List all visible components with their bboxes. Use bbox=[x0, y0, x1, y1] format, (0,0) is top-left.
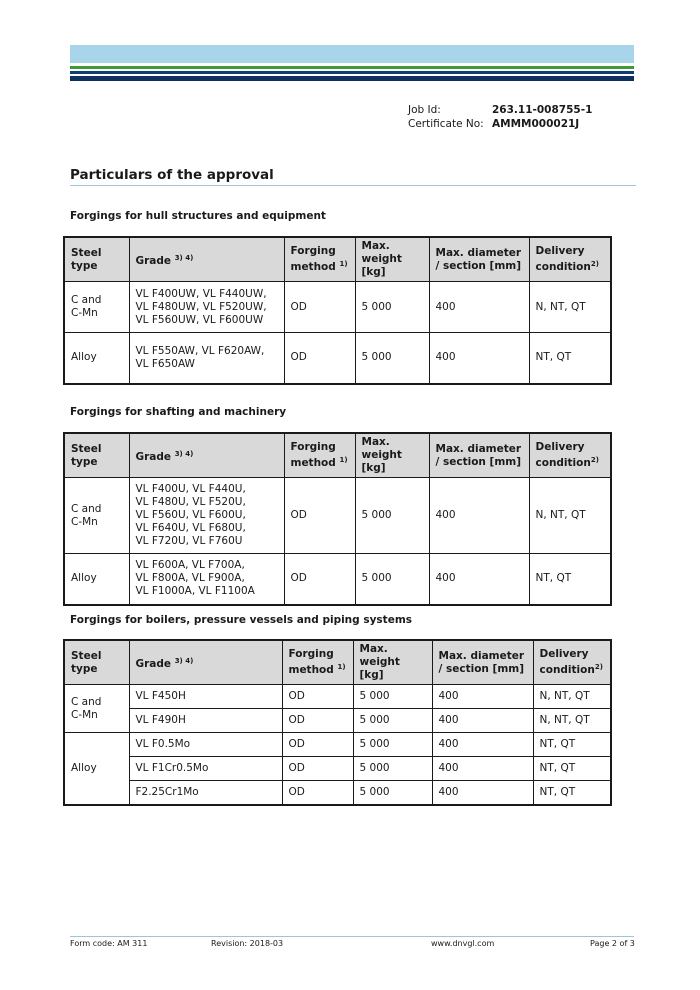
cell-max-weight: 5 000 bbox=[355, 554, 429, 605]
cell-forging-method: OD bbox=[284, 554, 355, 605]
header-band-navy bbox=[70, 76, 634, 81]
hull-table bbox=[63, 236, 612, 385]
cell-delivery: N, NT, QT bbox=[533, 709, 611, 733]
cell-grade: VL F1Cr0.5Mo bbox=[129, 757, 282, 781]
col-grade: Grade $^{3) 4)}$ bbox=[129, 237, 284, 282]
col-delivery: Delivery condition$^{2)}$ bbox=[533, 640, 611, 685]
cell-delivery: NT, QT bbox=[529, 333, 611, 384]
cell-max-weight: 5 000 bbox=[353, 709, 432, 733]
cell-max-weight: 5 000 bbox=[353, 781, 432, 805]
boilers-heading: Forgings for boilers, pressure vessels and piping systems bbox=[70, 614, 413, 626]
cell-forging-method: OD bbox=[282, 757, 353, 781]
cell-steel-type: Alloy bbox=[64, 733, 129, 805]
job-id-value: 263.11-008755-1 bbox=[492, 104, 593, 116]
cell-grade: VL F400U, VL F440U, VL F480U, VL F520U, VL F560U, VL F600U, VL F640U, VL F680U, VL F720U, VL F760U bbox=[129, 478, 284, 554]
col-max-weight: Max. weight [kg] bbox=[355, 237, 429, 282]
footer-revision: Revision: 2018-03 bbox=[211, 939, 284, 948]
cell-grade: VL F450H bbox=[129, 685, 282, 709]
table-row bbox=[64, 709, 611, 733]
cell-delivery: NT, QT bbox=[533, 781, 611, 805]
col-steel-type: Steel type bbox=[64, 237, 129, 282]
footer-page-number: Page 2 of 3 bbox=[590, 939, 635, 948]
table-row bbox=[64, 733, 611, 757]
cell-forging-method: OD bbox=[284, 333, 355, 384]
boilers-table bbox=[63, 639, 612, 806]
col-steel-type: Steel type bbox=[64, 640, 129, 685]
cell-grade: VL F0.5Mo bbox=[129, 733, 282, 757]
cell-max-diameter: 400 bbox=[432, 685, 533, 709]
cell-max-diameter: 400 bbox=[432, 709, 533, 733]
cell-forging-method: OD bbox=[282, 733, 353, 757]
cell-max-diameter: 400 bbox=[432, 781, 533, 805]
cell-delivery: NT, QT bbox=[529, 554, 611, 605]
cell-grade: VL F400UW, VL F440UW, VL F480UW, VL F520UW, VL F560UW, VL F600UW bbox=[129, 282, 284, 333]
col-forging-method: Forging method $^{1)}$ bbox=[284, 433, 355, 478]
cell-grade: F2.25Cr1Mo bbox=[129, 781, 282, 805]
col-grade: Grade $^{3) 4)}$ bbox=[129, 433, 284, 478]
col-forging-method: Forging method $^{1)}$ bbox=[284, 237, 355, 282]
cell-steel-type: C and C-Mn bbox=[64, 282, 129, 333]
cell-max-diameter: 400 bbox=[429, 333, 529, 384]
hull-heading: Forgings for hull structures and equipment bbox=[70, 210, 326, 222]
table-row bbox=[64, 685, 611, 709]
cell-steel-type: C and C-Mn bbox=[64, 478, 129, 554]
table-row bbox=[64, 781, 611, 805]
cell-max-diameter: 400 bbox=[432, 733, 533, 757]
col-steel-type: Steel type bbox=[64, 433, 129, 478]
cell-delivery: N, NT, QT bbox=[529, 478, 611, 554]
cell-max-diameter: 400 bbox=[432, 757, 533, 781]
cell-delivery: N, NT, QT bbox=[533, 685, 611, 709]
cell-max-weight: 5 000 bbox=[355, 333, 429, 384]
col-delivery: Delivery condition$^{2)}$ bbox=[529, 237, 611, 282]
shafting-heading: Forgings for shafting and machinery bbox=[70, 406, 287, 418]
col-max-diameter: Max. diameter / section [mm] bbox=[429, 237, 529, 282]
cell-steel-type: Alloy bbox=[64, 554, 129, 605]
footer-form-code: Form code: AM 311 bbox=[70, 939, 148, 948]
page-title: Particulars of the approval bbox=[70, 167, 636, 186]
certificate-value: AMMM000021J bbox=[492, 118, 580, 130]
cell-steel-type: C and C-Mn bbox=[64, 685, 129, 733]
cell-max-diameter: 400 bbox=[429, 478, 529, 554]
cell-max-diameter: 400 bbox=[429, 282, 529, 333]
cell-forging-method: OD bbox=[282, 781, 353, 805]
header-band-light bbox=[70, 45, 634, 63]
certificate-label: Certificate No: bbox=[408, 118, 484, 130]
cell-forging-method: OD bbox=[284, 282, 355, 333]
table-row bbox=[64, 478, 611, 554]
table-row bbox=[64, 554, 611, 605]
cell-delivery: NT, QT bbox=[533, 757, 611, 781]
cell-grade: VL F490H bbox=[129, 709, 282, 733]
col-max-weight: Max. weight [kg] bbox=[353, 640, 432, 685]
table-row bbox=[64, 282, 611, 333]
cell-forging-method: OD bbox=[282, 709, 353, 733]
footer-website[interactable]: www.dnvgl.com bbox=[431, 939, 495, 948]
cell-max-weight: 5 000 bbox=[355, 282, 429, 333]
job-info bbox=[408, 103, 592, 131]
cell-forging-method: OD bbox=[284, 478, 355, 554]
header-band-green bbox=[70, 66, 634, 69]
cell-delivery: NT, QT bbox=[533, 733, 611, 757]
cell-max-diameter: 400 bbox=[429, 554, 529, 605]
cell-delivery: N, NT, QT bbox=[529, 282, 611, 333]
table-header-row bbox=[64, 640, 611, 685]
footer-divider bbox=[70, 936, 634, 937]
cell-grade: VL F600A, VL F700A, VL F800A, VL F900A, VL F1000A, VL F1100A bbox=[129, 554, 284, 605]
cell-max-weight: 5 000 bbox=[353, 685, 432, 709]
cell-max-weight: 5 000 bbox=[353, 757, 432, 781]
cell-max-weight: 5 000 bbox=[355, 478, 429, 554]
table-header-row bbox=[64, 237, 611, 282]
header-band-blue bbox=[70, 71, 634, 74]
shafting-table bbox=[63, 432, 612, 606]
cell-max-weight: 5 000 bbox=[353, 733, 432, 757]
col-grade: Grade $^{3) 4)}$ bbox=[129, 640, 282, 685]
col-max-weight: Max. weight [kg] bbox=[355, 433, 429, 478]
table-header-row bbox=[64, 433, 611, 478]
cell-steel-type: Alloy bbox=[64, 333, 129, 384]
cell-forging-method: OD bbox=[282, 685, 353, 709]
col-forging-method: Forging method $^{1)}$ bbox=[282, 640, 353, 685]
col-max-diameter: Max. diameter / section [mm] bbox=[429, 433, 529, 478]
table-row bbox=[64, 333, 611, 384]
job-id-label: Job Id: bbox=[408, 104, 441, 116]
table-row bbox=[64, 757, 611, 781]
col-delivery: Delivery condition$^{2)}$ bbox=[529, 433, 611, 478]
col-max-diameter: Max. diameter / section [mm] bbox=[432, 640, 533, 685]
cell-grade: VL F550AW, VL F620AW, VL F650AW bbox=[129, 333, 284, 384]
